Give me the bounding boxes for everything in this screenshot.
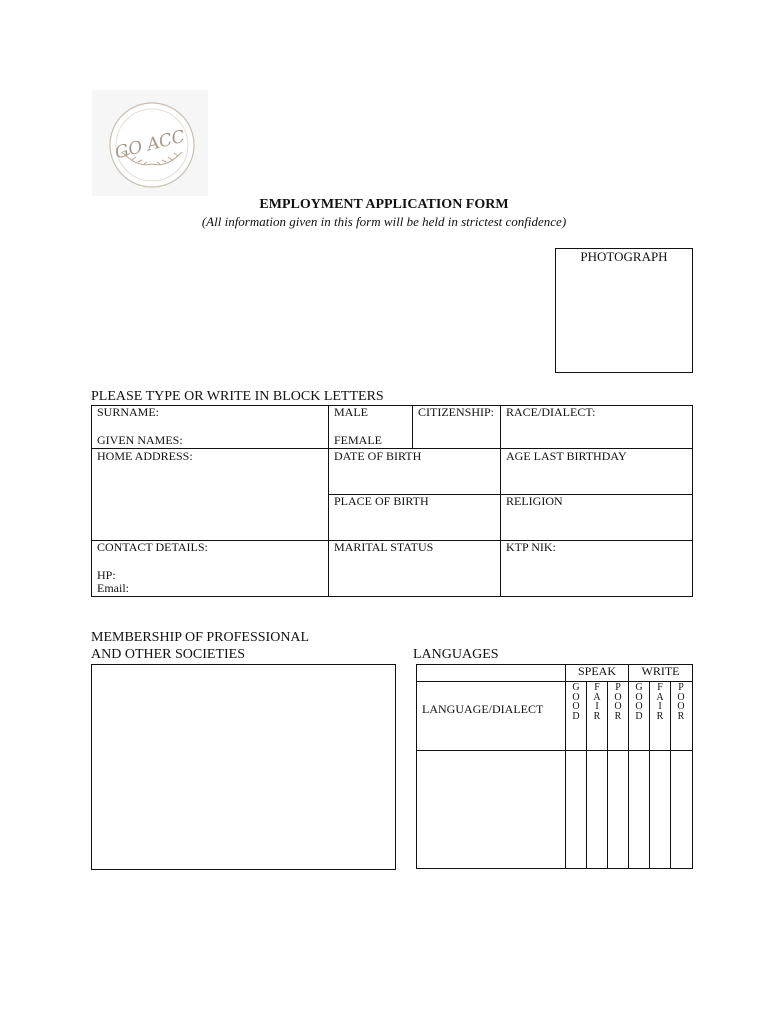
- svg-text:GO ACC: GO ACC: [113, 126, 187, 164]
- citizenship-label: CITIZENSHIP:: [418, 405, 494, 419]
- membership-title-line2: AND OTHER SOCIETIES: [91, 647, 245, 662]
- speak-fair-cell[interactable]: [587, 751, 607, 868]
- date-of-birth-label: DATE OF BIRTH: [334, 449, 422, 463]
- photograph-label: PHOTOGRAPH: [580, 249, 668, 264]
- race-dialect-label: RACE/DIALECT:: [506, 405, 596, 419]
- write-poor-header: P O O R: [677, 682, 685, 722]
- place-of-birth-label: PLACE OF BIRTH: [334, 494, 429, 508]
- write-header: WRITE: [641, 664, 680, 678]
- hp-label: HP:: [97, 568, 116, 582]
- logo-seal-icon: [92, 90, 208, 196]
- speak-poor-header: P O O R: [614, 682, 622, 722]
- marital-status-label: MARITAL STATUS: [334, 540, 434, 554]
- language-dialect-header: LANGUAGE/DIALECT: [422, 702, 544, 716]
- languages-table: [416, 664, 693, 869]
- languages-title: LANGUAGES: [413, 647, 499, 662]
- surname-label: SURNAME:: [97, 405, 160, 419]
- language-entry-field[interactable]: [417, 751, 565, 868]
- given-names-label: GIVEN NAMES:: [97, 433, 183, 447]
- ktp-nik-label: KTP NIK:: [506, 540, 556, 554]
- write-fair-header: F A I R: [656, 682, 664, 722]
- religion-label: RELIGION: [506, 494, 563, 508]
- female-label: FEMALE: [334, 433, 382, 447]
- home-address-label: HOME ADDRESS:: [97, 449, 193, 463]
- speak-fair-header: F A I R: [593, 682, 601, 722]
- form-subtitle: (All information given in this form will be held in strictest confidence): [201, 214, 567, 229]
- male-label: MALE: [334, 405, 368, 419]
- write-good-header: G O O D: [635, 682, 643, 722]
- speak-poor-cell[interactable]: [608, 751, 628, 868]
- contact-details-label: CONTACT DETAILS:: [97, 540, 208, 554]
- personal-details-table: [91, 405, 693, 597]
- company-logo: [92, 90, 208, 196]
- block-letters-instruction: PLEASE TYPE OR WRITE IN BLOCK LETTERS: [91, 389, 384, 404]
- speak-header: SPEAK: [577, 664, 616, 678]
- form-title: EMPLOYMENT APPLICATION FORM: [259, 197, 509, 212]
- photograph-box[interactable]: [555, 248, 693, 373]
- write-good-cell[interactable]: [629, 751, 649, 868]
- age-label: AGE LAST BIRTHDAY: [506, 449, 627, 463]
- membership-box[interactable]: [91, 664, 396, 870]
- membership-title-line1: MEMBERSHIP OF PROFESSIONAL: [91, 630, 310, 645]
- speak-good-header: G O O D: [572, 682, 580, 722]
- write-fair-cell[interactable]: [650, 751, 670, 868]
- email-label: Email:: [97, 581, 129, 595]
- speak-good-cell[interactable]: [566, 751, 586, 868]
- write-poor-cell[interactable]: [671, 751, 692, 868]
